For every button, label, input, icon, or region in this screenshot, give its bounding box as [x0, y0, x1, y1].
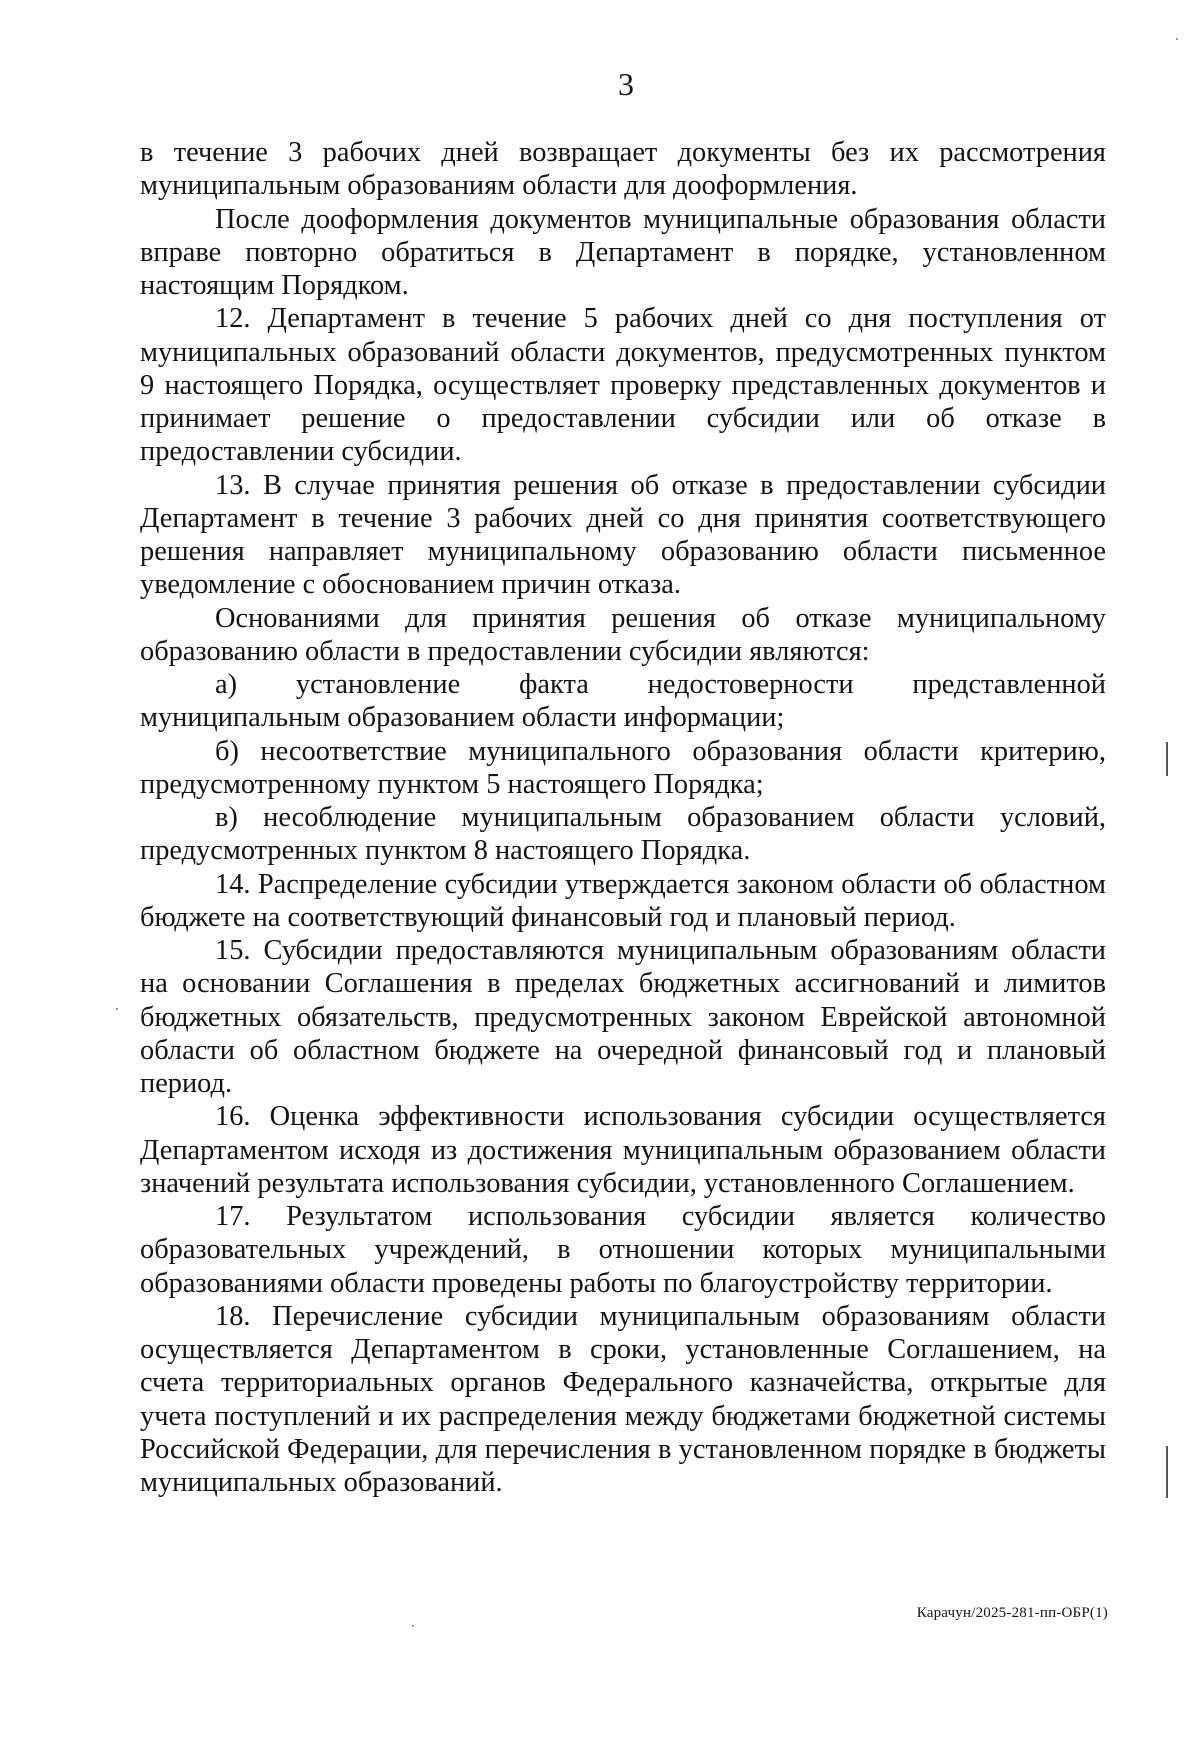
paragraph-subitem-v: в) несоблюдение муниципальным образованием области условий, предусмотренных пунктом 8 настоящего Порядка. — [140, 802, 1106, 867]
paragraph-item-17: 17. Результатом использования субсидии является количество образовательных учреждений, в отношении которых муниципальными образованиями области проведены работы по благоустройству территории. — [140, 1201, 1106, 1299]
paragraph-item-12: 12. Департамент в течение 5 рабочих дней со дня поступления от муниципальных образований области документов, предусмотренных пунктом 9 настоящего Порядка, осуществляет проверку представленных документов и принимает решение о предоставлении субсидии или об отказе в предоставлении субсидии. — [140, 303, 1106, 468]
paragraph-item-14: 14. Распределение субсидии утверждается законом области об областном бюджете на соответствующий финансовый год и плановый период. — [140, 868, 1106, 933]
scan-artifact-line — [1166, 1446, 1168, 1498]
scan-artifact-dot — [1176, 38, 1178, 40]
paragraph-item-18: 18. Перечисление субсидии муниципальным образованиям области осуществляется Департаментом в сроки, установленные Соглашением, на счета территориальных органов Федерального казначейства, открытые для учета поступлений и их распределения между бюджетами бюджетной системы Российской Федерации, для перечисления в установленном порядке в бюджеты муниципальных образований. — [140, 1300, 1106, 1498]
paragraph-item-16: 16. Оценка эффективности использования субсидии осуществляется Департаментом исходя из достижения муниципальным образованием области значений результата использования субсидии, установленного Соглашением. — [140, 1101, 1106, 1199]
paragraph-item-15: 15. Субсидии предоставляются муниципальным образованиям области на основании Соглашения в пределах бюджетных ассигнований и лимитов бюджетных обязательств, предусмотренных законом Еврейской автономной области об областном бюджете на очередной финансовый год и плановый период. — [140, 935, 1106, 1099]
document-body — [140, 136, 1106, 1499]
paragraph-refusal-grounds: Основаниями для принятия решения об отказе муниципальному образованию области в предоставлении субсидии являются: — [140, 602, 1106, 667]
document-reference: Карачун/2025-281-пп-ОБР(1) — [916, 1605, 1108, 1621]
scan-artifact-dot — [116, 1008, 118, 1010]
scan-artifact-line — [1166, 742, 1168, 776]
paragraph-subitem-a: а) установление факта недостоверности представленной муниципальным образованием области информации; — [140, 669, 1106, 734]
paragraph-item-13: 13. В случае принятия решения об отказе в предоставлении субсидии Департамент в течение 3 рабочих дней со дня принятия соответствующего решения направляет муниципальному образованию области письменное уведомление с обоснованием причин отказа. — [140, 469, 1106, 601]
paragraph-continuation: в течение 3 рабочих дней возвращает документы без их рассмотрения муниципальным образованиям области для дооформления. — [140, 137, 1106, 202]
paragraph-resubmission: После дооформления документов муниципальные образования области вправе повторно обратиться в Департамент в порядке, установленном настоящим Порядком. — [140, 203, 1106, 301]
scan-artifact-dot — [412, 1625, 414, 1627]
page-number: 3 — [618, 66, 634, 102]
paragraph-subitem-b: б) несоответствие муниципального образования области критерию, предусмотренному пунктом 5 настоящего Порядка; — [140, 735, 1106, 800]
